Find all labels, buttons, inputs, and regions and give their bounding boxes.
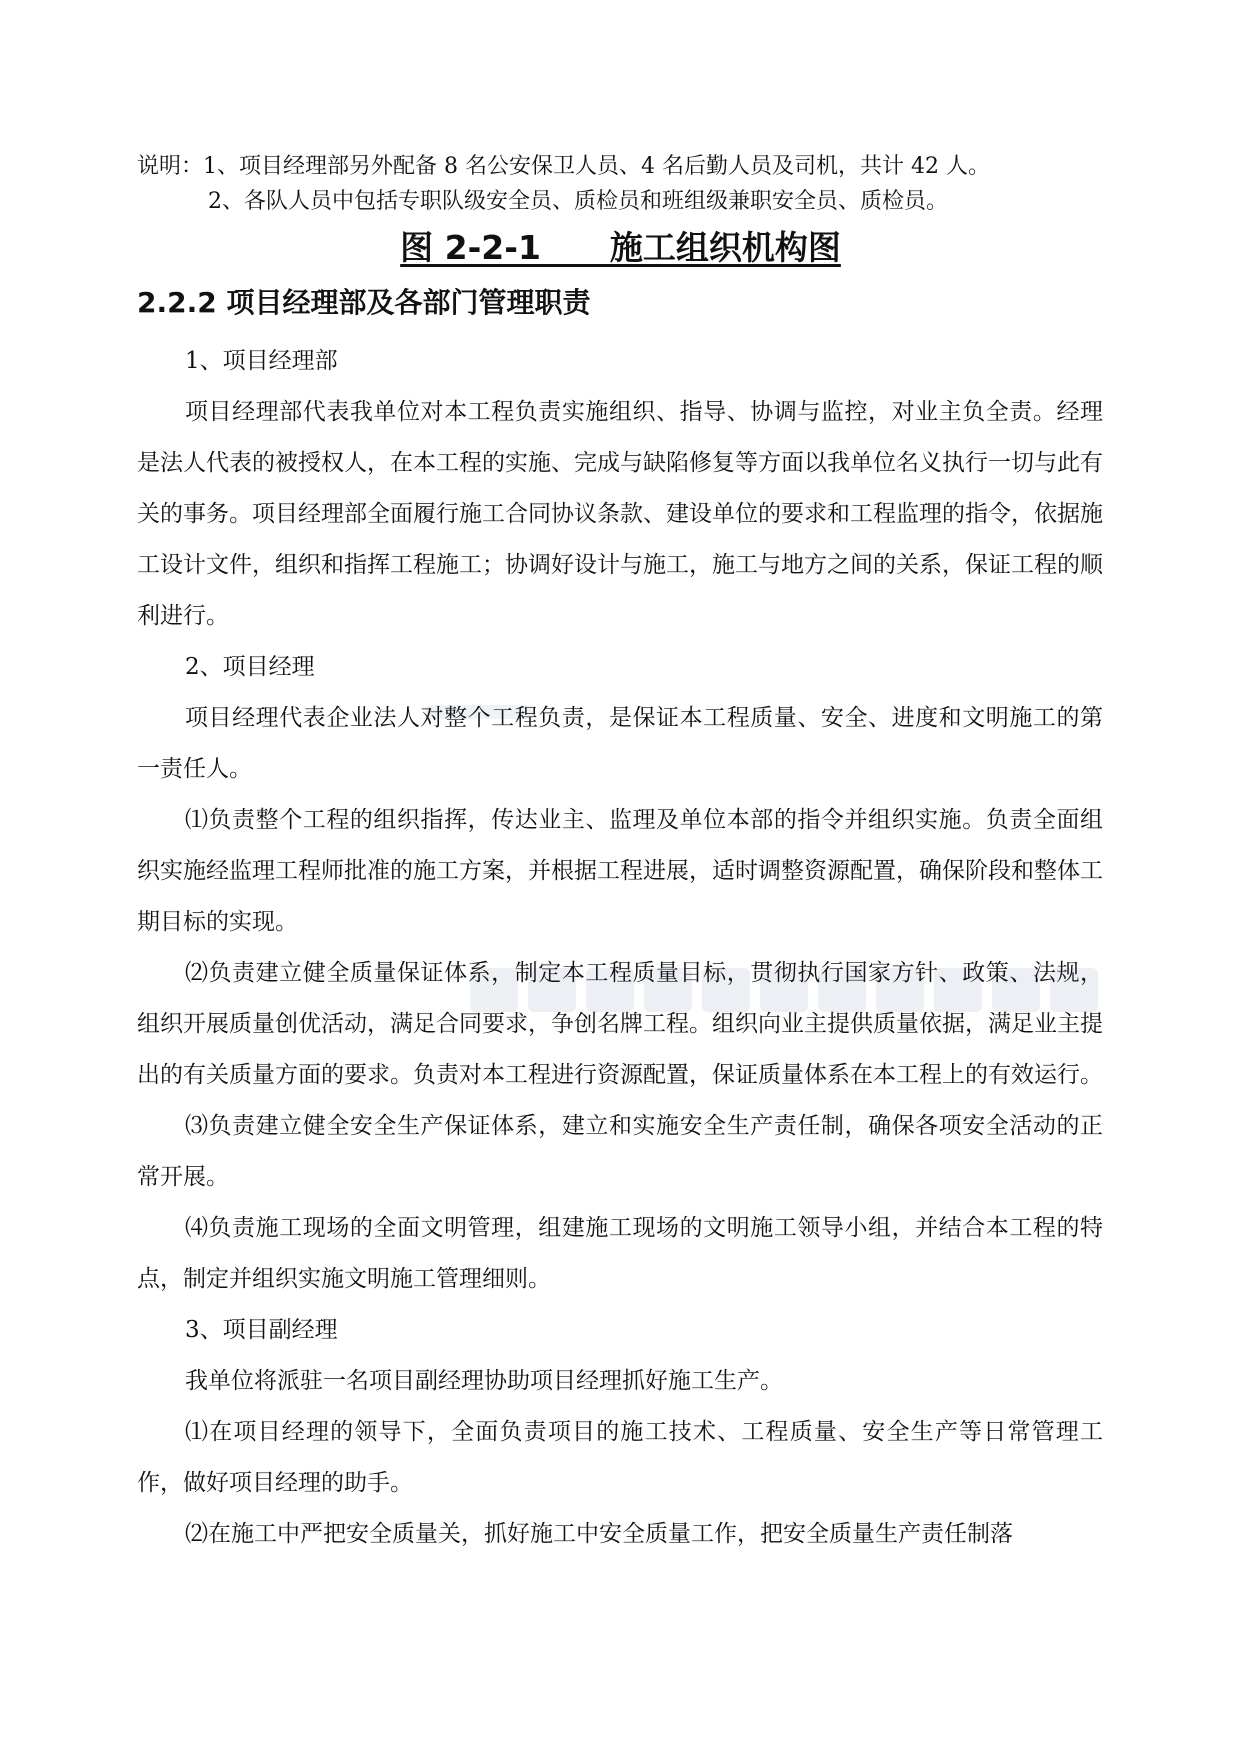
paragraph: 项目经理代表企业法人对整个工程负责，是保证本工程质量、安全、进度和文明施工的第一责任人。 [137,705,1103,782]
paragraph: 我单位将派驻一名项目副经理协助项目经理抓好施工生产。 [185,1368,783,1394]
note-line-2: 2、各队人员中包括专职队级安全员、质检员和班组级兼职安全员、质检员。 [208,189,948,214]
paragraph: 项目经理部代表我单位对本工程负责实施组织、指导、协调与监控，对业主负全责。经理是法人代表的被授权人，在本工程的实施、完成与缺陷修复等方面以我单位名义执行一切与此有关的事务。项目经理部全面履行施工合同协议条款、建设单位的要求和工程监理的指令，依据施工设计文件，组织和指挥工程施工；协调好设计与施工，施工与地方之间的关系，保证工程的顺利进行。 [137,399,1103,629]
note-line-1: 说明：1、项目经理部另外配备 8 名公安保卫人员、4 名后勤人员及司机，共计 42 人。 [137,154,990,179]
paragraph: 3、项目副经理 [185,1317,338,1343]
paragraph: ⑷负责施工现场的全面文明管理，组建施工现场的文明施工领导小组，并结合本工程的特点，制定并组织实施文明施工管理细则。 [137,1215,1103,1292]
body-text [137,336,1103,1560]
paragraph: ⑴负责整个工程的组织指挥，传达业主、监理及单位本部的指令并组织实施。负责全面组织实施经监理工程师批准的施工方案，并根据工程进展，适时调整资源配置，确保阶段和整体工期目标的实现。 [137,807,1103,935]
paragraph: ⑴在项目经理的领导下，全面负责项目的施工技术、工程质量、安全生产等日常管理工作，做好项目经理的助手。 [137,1419,1103,1496]
paragraph: ⑵在施工中严把安全质量关，抓好施工中安全质量工作，把安全质量生产责任制落 [185,1521,1013,1547]
paragraph: 2、项目经理 [185,654,315,680]
paragraph: 1、项目经理部 [185,348,338,374]
paragraph: ⑶负责建立健全安全生产保证体系，建立和实施安全生产责任制，确保各项安全活动的正常开展。 [137,1113,1103,1190]
paragraph: ⑵负责建立健全质量保证体系，制定本工程质量目标，贯彻执行国家方针、政策、法规，组织开展质量创优活动，满足合同要求，争创名牌工程。组织向业主提供质量依据，满足业主提出的有关质量方面的要求。负责对本工程进行资源配置，保证质量体系在本工程上的有效运行。 [137,960,1103,1088]
figure-title: 图 2-2-1 施工组织机构图 [400,228,841,267]
section-title: 2.2.2 项目经理部及各部门管理职责 [137,286,591,319]
